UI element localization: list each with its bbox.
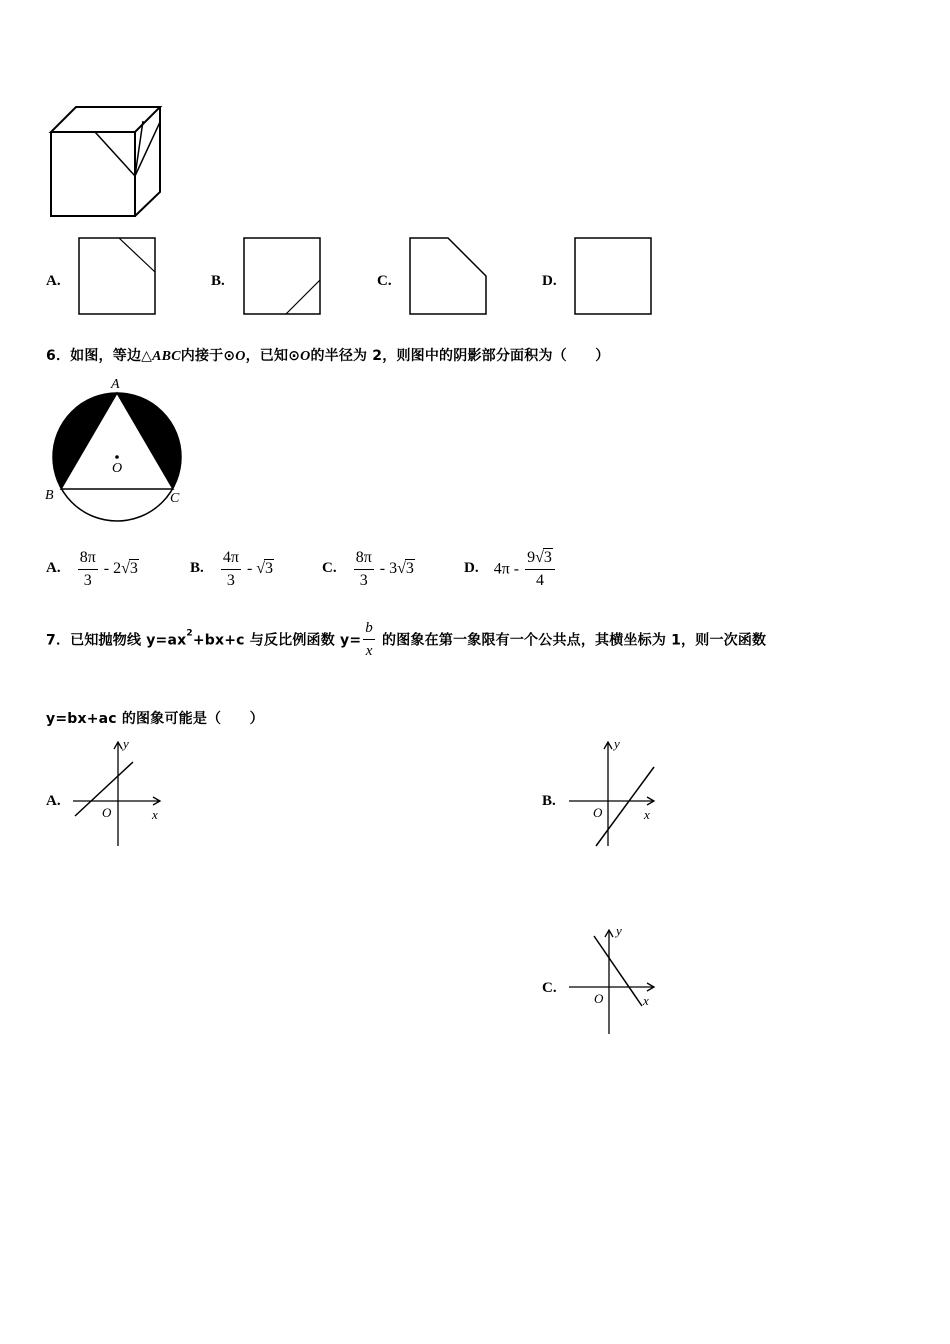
label-a: A bbox=[111, 377, 120, 392]
q7-number: 7． bbox=[46, 632, 71, 649]
q7-text-3: 的图象在第一象限有一个公共点，其横坐标为 1，则一次函数 bbox=[376, 632, 767, 649]
q6-stem bbox=[46, 345, 609, 365]
q7-c-x-label: x bbox=[643, 993, 649, 1008]
cube-figure bbox=[46, 102, 168, 224]
q5-option-a-label[interactable]: A. bbox=[46, 273, 61, 289]
label-c: C bbox=[170, 491, 180, 506]
q7-b-origin-label: O bbox=[593, 805, 603, 820]
q7-stem-line2: y=bx+ac 的图象可能是（ ） bbox=[46, 711, 264, 727]
q7-option-a-label[interactable]: A. bbox=[46, 793, 61, 809]
q6-option-c-label: C. bbox=[322, 560, 337, 577]
q7-c-y-label: y bbox=[616, 923, 622, 938]
q7-text-2: +bx+c 与反比例函数 y= bbox=[192, 632, 362, 649]
q6-number: 6． bbox=[46, 348, 71, 364]
q6-text-4: 的半径为 2，则图中的阴影部分面积为（ ） bbox=[310, 348, 610, 364]
q5-option-b-label[interactable]: B. bbox=[211, 273, 225, 289]
q5-option-c-figure[interactable] bbox=[408, 236, 490, 316]
q6-circle-o-1: O bbox=[235, 349, 246, 364]
q7-c-origin-label: O bbox=[594, 991, 604, 1006]
q6-c-minus: - bbox=[375, 560, 390, 578]
q6-d-num-rad: 3 bbox=[543, 549, 552, 566]
q6-b-den: 3 bbox=[226, 572, 235, 589]
q6-option-d[interactable]: D. 4π - $\frac{9√3}{4}$ bbox=[464, 549, 557, 590]
q5-option-d-figure[interactable] bbox=[573, 236, 653, 316]
q7-a-y-label: y bbox=[123, 736, 129, 751]
q7-b-y-label: y bbox=[614, 736, 620, 751]
q5-option-d-label[interactable]: D. bbox=[542, 273, 557, 289]
q5-option-a-figure[interactable] bbox=[77, 236, 157, 316]
q6-circle-figure bbox=[42, 372, 192, 524]
q6-d-num-coef: 9 bbox=[527, 549, 536, 566]
q6-circle-o-2: O bbox=[300, 349, 311, 364]
q7-text-1: 已知抛物线 y=ax bbox=[70, 632, 187, 649]
q6-a-den: 3 bbox=[83, 572, 92, 589]
q7-frac-den: x bbox=[365, 643, 373, 659]
q6-text-1: 如图，等边△ bbox=[70, 348, 153, 364]
q7-frac-num: b bbox=[363, 619, 375, 640]
q6-d-lead: 4π - bbox=[493, 560, 524, 578]
q6-option-b[interactable]: B. $\frac{4\pi}{3}$ - √3 bbox=[190, 549, 274, 589]
q6-a-minus: - bbox=[99, 560, 114, 578]
q7-sup: 2 bbox=[186, 628, 193, 639]
q6-c-den: 3 bbox=[359, 572, 368, 589]
q5-option-c-label[interactable]: C. bbox=[377, 273, 392, 289]
q7-a-origin-label: O bbox=[102, 805, 112, 820]
q6-b-minus: - bbox=[242, 560, 257, 578]
q6-b-rad: 3 bbox=[265, 560, 274, 578]
label-o: O bbox=[112, 461, 123, 476]
q7-option-a-graph[interactable] bbox=[70, 734, 170, 849]
q6-a-num: 8π bbox=[78, 549, 98, 570]
q6-d-den: 4 bbox=[535, 572, 544, 589]
q6-option-a[interactable]: A. $\frac{8\pi}{3}$ - 2√3 bbox=[46, 549, 138, 589]
q5-option-b-figure[interactable] bbox=[242, 236, 322, 316]
q7-a-x-label: x bbox=[152, 807, 158, 822]
q6-text-2: 内接于⊙ bbox=[180, 348, 236, 364]
q7-option-c-label[interactable]: C. bbox=[542, 980, 557, 996]
q6-c-rad: 3 bbox=[405, 560, 414, 578]
q7-stem-line1 bbox=[46, 619, 766, 660]
q6-a-rad: 3 bbox=[129, 560, 138, 578]
q6-option-c[interactable]: C. $\frac{8\pi}{3}$ - 3√3 bbox=[322, 549, 414, 589]
q6-option-b-label: B. bbox=[190, 560, 204, 577]
q6-a-coef: 2 bbox=[113, 560, 122, 578]
q6-triangle: ABC bbox=[152, 349, 181, 364]
q6-b-num: 4π bbox=[221, 549, 241, 570]
q7-option-c-graph[interactable] bbox=[566, 922, 666, 1037]
q6-option-a-label: A. bbox=[46, 560, 61, 577]
q6-c-num: 8π bbox=[354, 549, 374, 570]
q6-c-coef: 3 bbox=[389, 560, 398, 578]
q6-option-d-label: D. bbox=[464, 560, 479, 577]
q6-text-3: ，已知⊙ bbox=[245, 348, 301, 364]
q7-b-x-label: x bbox=[644, 807, 650, 822]
q7-option-b-graph[interactable] bbox=[566, 734, 666, 849]
label-b: B bbox=[45, 488, 54, 503]
q7-option-b-label[interactable]: B. bbox=[542, 793, 556, 809]
